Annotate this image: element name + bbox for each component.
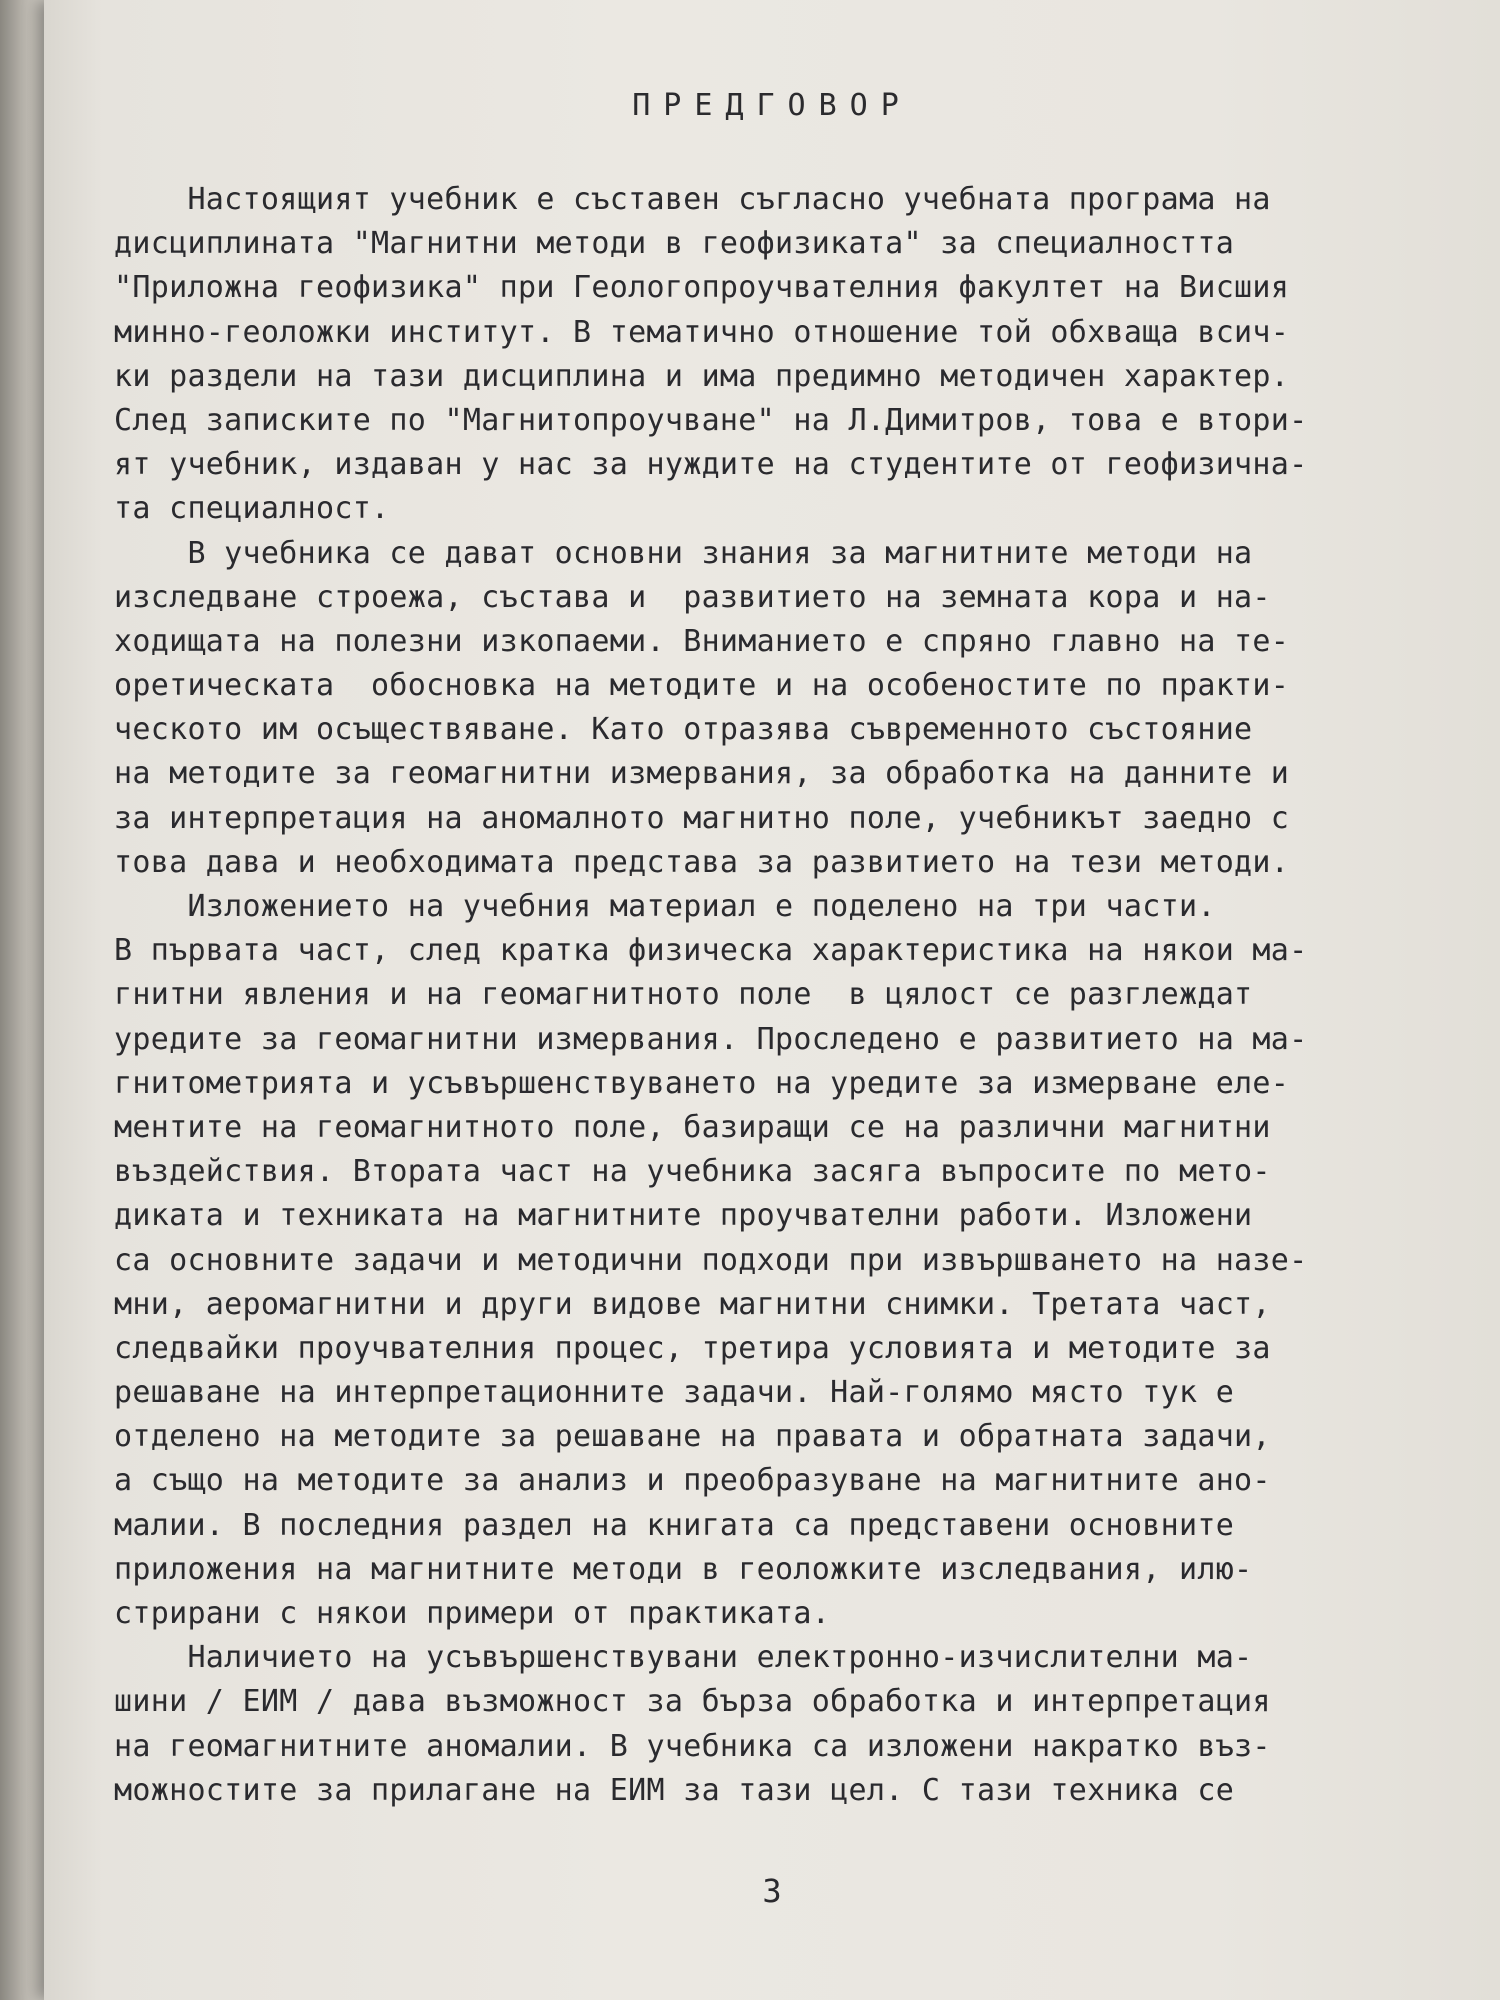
text-line: дисциплината "Магнитни методи в геофизиката" за специалността xyxy=(114,226,1235,262)
text-line: на геомагнитните аномалии. В учебника са изложени накратко въз- xyxy=(114,1728,1271,1764)
text-line: това дава и необходимата представа за развитието на тези методи. xyxy=(114,844,1290,880)
text-line: следвайки проучвателния процес, третира условията и методите за xyxy=(114,1330,1271,1366)
text-line: минно-геоложки институт. В тематично отношение той обхваща всич- xyxy=(114,314,1290,350)
book-spine-edge xyxy=(0,0,44,2000)
text-line: приложения на магнитните методи в геоложките изследвания, илю- xyxy=(114,1551,1253,1587)
text-line: гнитни явления и на геомагнитното поле в цялост се разглеждат xyxy=(114,977,1253,1013)
text-line: ки раздели на тази дисциплина и има предимно методичен характер. xyxy=(114,358,1290,394)
text-line: В първата част, след кратка физическа характеристика на някои ма- xyxy=(114,933,1308,969)
text-line: уредите за геомагнитни измервания. Проследено е развитието на ма- xyxy=(114,1021,1308,1057)
text-line: диката и техниката на магнитните проучвателни работи. Изложени xyxy=(114,1198,1253,1234)
book-page xyxy=(44,0,1500,2000)
text-line: Изложението на учебния материал е поделено на три части. xyxy=(114,889,1216,924)
text-line: мни, аеромагнитни и други видове магнитни снимки. Третата част, xyxy=(114,1286,1271,1322)
text-line: ментите на геомагнитното поле, базиращи се на различни магнитни xyxy=(114,1109,1271,1145)
text-line: та специалност. xyxy=(114,491,390,527)
page-title: ПРЕДГОВОР xyxy=(632,88,912,123)
preface-body xyxy=(114,178,1354,1813)
text-line: стрирани с някои примери от практиката. xyxy=(114,1596,831,1631)
text-line: на методите за геомагнитни измервания, за обработка на данните и xyxy=(114,756,1290,792)
text-line: Наличието на усъвършенствувани електронно-изчислителни ма- xyxy=(114,1640,1253,1676)
text-line: можностите за прилагане на ЕИМ за тази цел. С тази техника се xyxy=(114,1772,1235,1808)
text-line: шини / ЕИМ / дава възможност за бърза обработка и интерпретация xyxy=(114,1684,1271,1720)
text-line: гнитометрията и усъвършенствуването на уредите за измерване еле- xyxy=(114,1065,1290,1101)
text-line: а също на методите за анализ и преобразуване на магнитните ано- xyxy=(114,1463,1271,1499)
text-line: ческото им осъществяване. Като отразява съвременното състояние xyxy=(114,712,1253,748)
text-line: решаване на интерпретационните задачи. Най-голямо място тук е xyxy=(114,1375,1235,1411)
text-line: Настоящият учебник е съставен съгласно учебната програма на xyxy=(114,182,1271,217)
page-number: 3 xyxy=(762,1872,782,1910)
text-line: изследване строежа, състава и развитието на земната кора и на- xyxy=(114,579,1271,615)
text-line: оретическата обосновка на методите и на особеностите по практи- xyxy=(114,668,1290,704)
text-line: ят учебник, издаван у нас за нуждите на студентите от геофизична- xyxy=(114,447,1308,483)
text-line: В учебника се дават основни знания за магнитните методи на xyxy=(114,535,1253,571)
text-line: въздействия. Втората част на учебника засяга въпросите по мето- xyxy=(114,1154,1271,1190)
text-line: След записките по "Магнитопроучване" на Л.Димитров, това е втори- xyxy=(114,402,1308,438)
text-line: са основните задачи и методични подходи при извършването на назе- xyxy=(114,1242,1308,1278)
text-line: малии. В последния раздел на книгата са представени основните xyxy=(114,1507,1235,1543)
text-line: отделено на методите за решаване на правата и обратната задачи, xyxy=(114,1419,1271,1455)
text-line: ходищата на полезни изкопаеми. Вниманието е спряно главно на те- xyxy=(114,623,1290,659)
text-line: за интерпретация на аномалното магнитно поле, учебникът заедно с xyxy=(114,800,1290,836)
text-line: "Приложна геофизика" при Геологопроучвателния факултет на Висшия xyxy=(114,270,1290,306)
